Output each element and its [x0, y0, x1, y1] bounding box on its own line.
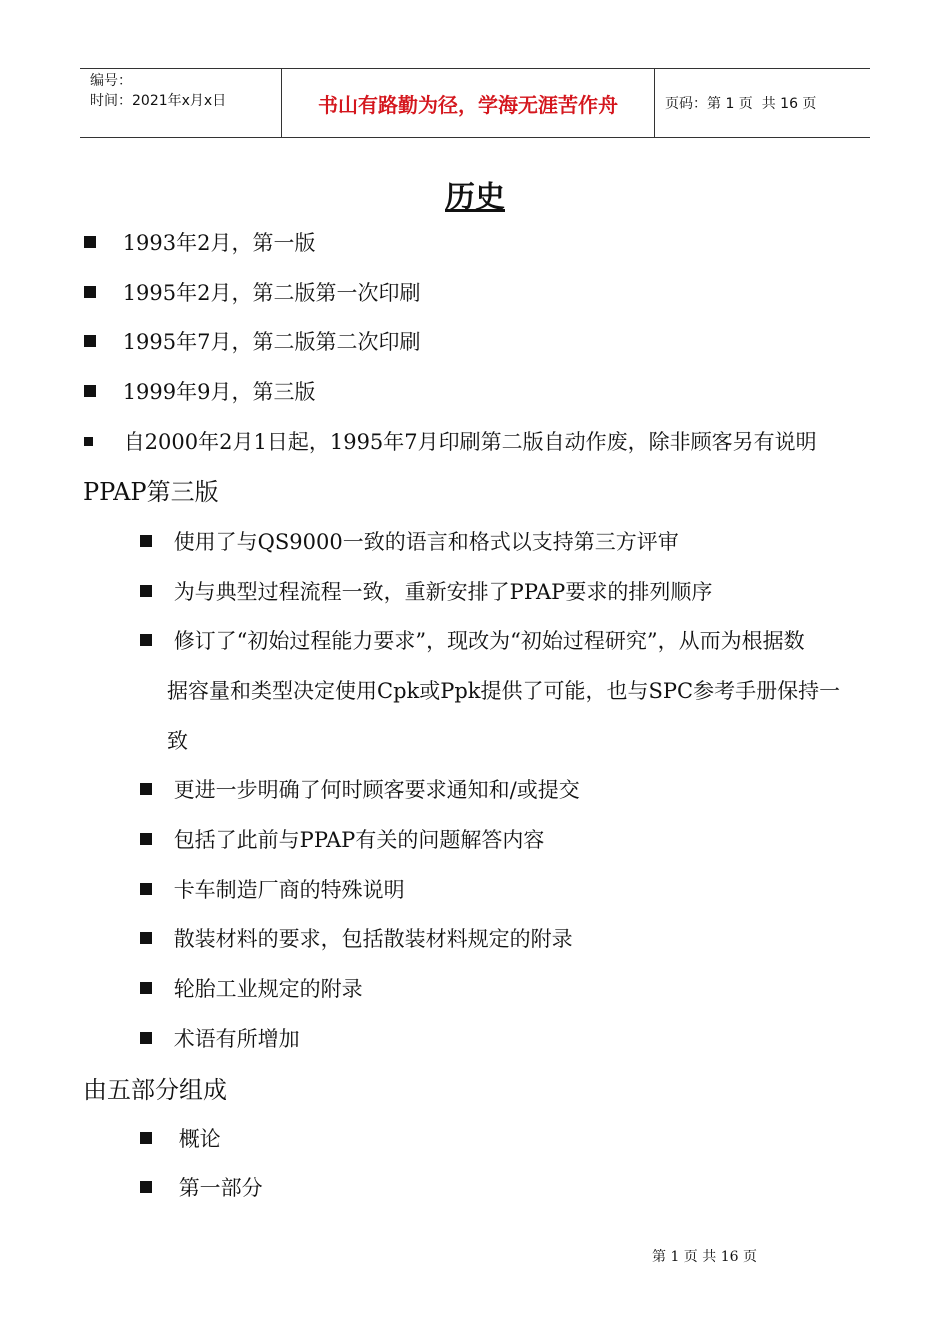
list-item	[140, 975, 363, 1003]
time-label: 时间：2021年x月x日	[90, 93, 227, 109]
history-item	[84, 279, 421, 307]
history-item	[84, 428, 817, 456]
header-motto: 书山有路勤为径，学海无涯苦作舟	[282, 69, 655, 137]
list-item-text: 为与典型过程流程一致，重新安排了PPAP要求的排列顺序	[173, 580, 713, 604]
page-info-text: 页码：第 1 页 共 16 页	[665, 96, 817, 112]
square-bullet-icon	[140, 1032, 152, 1044]
list-item	[140, 925, 573, 953]
list-item-text: 第一部分	[178, 1176, 263, 1200]
square-bullet-icon	[140, 1132, 152, 1144]
document-header	[80, 68, 870, 138]
page-title	[0, 172, 950, 216]
list-item-text: 更进一步明确了何时顾客要求通知和/或提交	[173, 778, 580, 802]
square-bullet-icon	[140, 783, 152, 795]
square-bullet-icon	[84, 335, 96, 347]
list-item-text: 散装材料的要求，包括散装材料规定的附录	[173, 927, 573, 951]
list-item-continuation: 致	[167, 729, 188, 753]
square-bullet-icon	[84, 437, 93, 446]
square-bullet-icon	[140, 1181, 152, 1193]
list-item	[140, 578, 712, 606]
square-bullet-icon	[140, 634, 152, 646]
list-item	[140, 528, 679, 556]
header-page-info	[655, 69, 870, 137]
square-bullet-icon	[140, 833, 152, 845]
square-bullet-icon	[140, 585, 152, 597]
section-heading-ppap: PPAP第三版	[83, 478, 219, 506]
square-bullet-icon	[140, 982, 152, 994]
list-item-text: 术语有所增加	[173, 1027, 300, 1051]
square-bullet-icon	[84, 236, 96, 248]
square-bullet-icon	[84, 286, 96, 298]
list-item-continuation: 据容量和类型决定使用Cpk或Ppk提供了可能，也与SPC参考手册保持一	[167, 679, 841, 703]
history-item-text: 1995年2月，第二版第一次印刷	[122, 281, 421, 305]
history-item-text: 1993年2月，第一版	[122, 231, 316, 255]
list-item	[140, 1125, 221, 1153]
page-footer: 第 1 页 共 16 页	[652, 1249, 757, 1265]
square-bullet-icon	[140, 932, 152, 944]
list-item	[140, 1025, 300, 1053]
history-item	[84, 328, 421, 356]
list-item	[140, 1174, 263, 1202]
history-item	[84, 378, 316, 406]
list-item	[140, 826, 544, 854]
square-bullet-icon	[84, 385, 96, 397]
history-item-text: 1995年7月，第二版第二次印刷	[122, 330, 421, 354]
list-item-text: 修订了“初始过程能力要求”，现改为“初始过程研究”，从而为根据数	[173, 629, 805, 653]
list-item	[140, 876, 405, 904]
section-heading-parts: 由五部分组成	[83, 1076, 227, 1104]
list-item-text: 包括了此前与PPAP有关的问题解答内容	[173, 828, 545, 852]
list-item	[140, 627, 805, 655]
square-bullet-icon	[140, 883, 152, 895]
list-item-text: 概论	[178, 1127, 221, 1151]
history-item-text: 自2000年2月1日起，1995年7月印刷第二版自动作废，除非顾客另有说明	[123, 430, 817, 454]
number-label: 编号：	[90, 73, 132, 89]
square-bullet-icon	[140, 535, 152, 547]
page-title-text: 历史	[445, 180, 505, 215]
header-meta	[80, 69, 282, 137]
list-item	[140, 776, 580, 804]
history-item	[84, 229, 316, 257]
list-item-text: 使用了与QS9000一致的语言和格式以支持第三方评审	[173, 530, 679, 554]
list-item-text: 卡车制造厂商的特殊说明	[173, 878, 405, 902]
list-item-text: 轮胎工业规定的附录	[173, 977, 363, 1001]
history-item-text: 1999年9月，第三版	[122, 380, 316, 404]
